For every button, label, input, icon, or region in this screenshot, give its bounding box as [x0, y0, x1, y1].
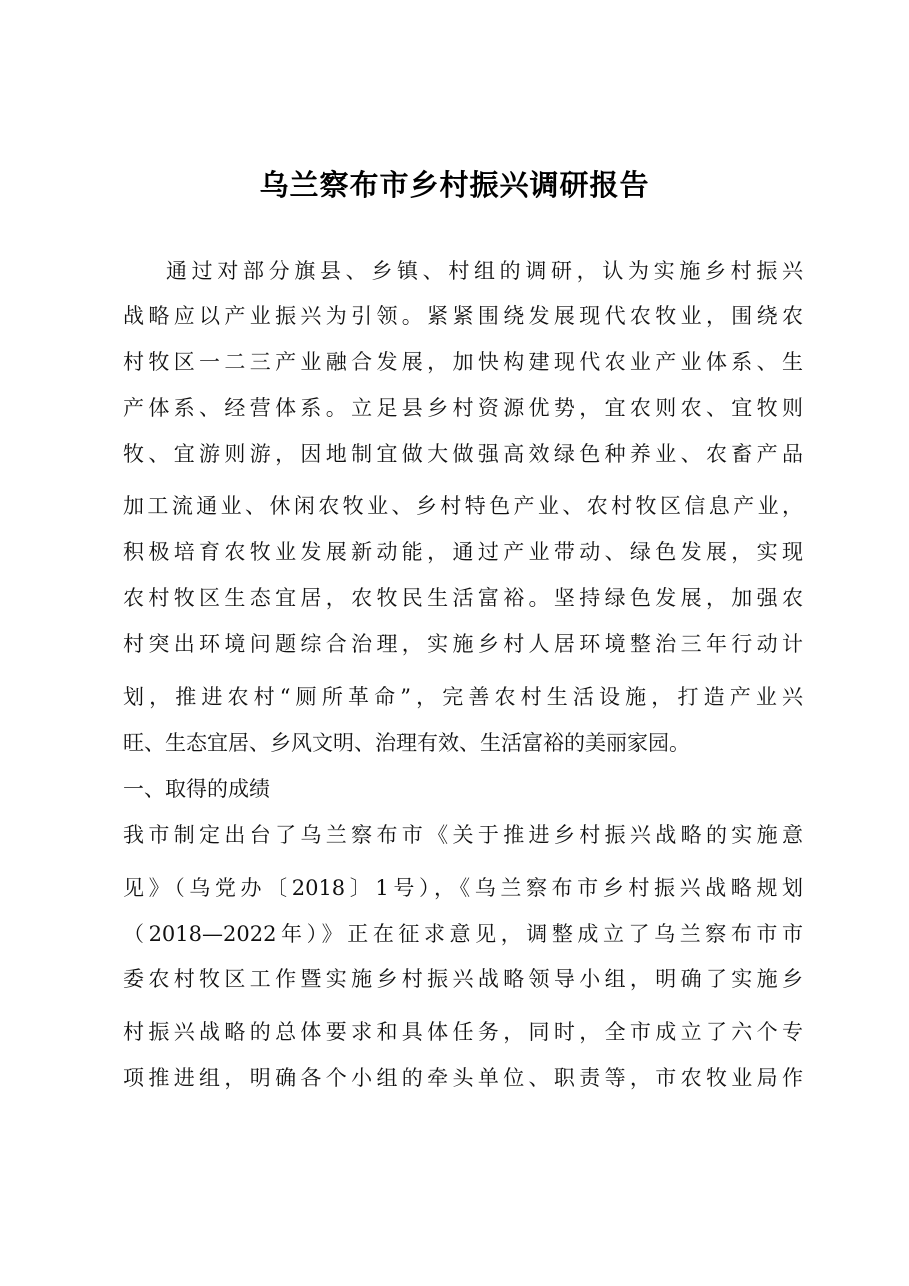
section-heading: 一、取得的成绩 — [123, 777, 270, 801]
paragraph-line: 我市制定出台了乌兰察布市《关于推进乡村振兴战略的实施意 — [123, 823, 803, 847]
paragraph-line: 项推进组，明确各个小组的牵头单位、职责等，市农牧业局作 — [123, 1066, 803, 1090]
paragraph-line: 农村牧区生态宜居，农牧民生活富裕。坚持绿色发展，加强农 — [123, 586, 803, 610]
paragraph-line: （2018—2022年）》正在征求意见，调整成立了乌兰察布市市 — [123, 922, 803, 946]
document-title: 乌兰察布市乡村振兴调研报告 — [259, 168, 650, 202]
paragraph-line: 产体系、经营体系。立足县乡村资源优势，宜农则农、宜牧则 — [123, 396, 803, 420]
paragraph-line: 通过对部分旗县、乡镇、村组的调研，认为实施乡村振兴 — [166, 259, 803, 283]
paragraph-line: 旺、生态宜居、乡风文明、治理有效、生活富裕的美丽家园。 — [123, 731, 690, 755]
paragraph-line: 村牧区一二三产业融合发展，加快构建现代农业产业体系、生 — [123, 350, 803, 374]
paragraph-line: 划，推进农村“厕所革命”，完善农村生活设施，打造产业兴 — [123, 685, 803, 709]
paragraph-line: 战略应以产业振兴为引领。紧紧围绕发展现代农牧业，围绕农 — [123, 304, 803, 328]
paragraph-line: 加工流通业、休闲农牧业、乡村特色产业、农村牧区信息产业， — [123, 494, 803, 518]
paragraph-line: 积极培育农牧业发展新动能，通过产业带动、绿色发展，实现 — [123, 540, 803, 564]
paragraph-line: 牧、宜游则游，因地制宜做大做强高效绿色种养业、农畜产品 — [123, 442, 803, 466]
paragraph-line: 村振兴战略的总体要求和具体任务，同时，全市成立了六个专 — [123, 1020, 803, 1044]
paragraph-line: 委农村牧区工作暨实施乡村振兴战略领导小组，明确了实施乡 — [123, 967, 803, 991]
paragraph-line: 村突出环境问题综合治理，实施乡村人居环境整治三年行动计 — [123, 632, 803, 656]
paragraph-line: 见》（乌党办〔2018〕1号），《乌兰察布市乡村振兴战略规划 — [123, 876, 803, 900]
